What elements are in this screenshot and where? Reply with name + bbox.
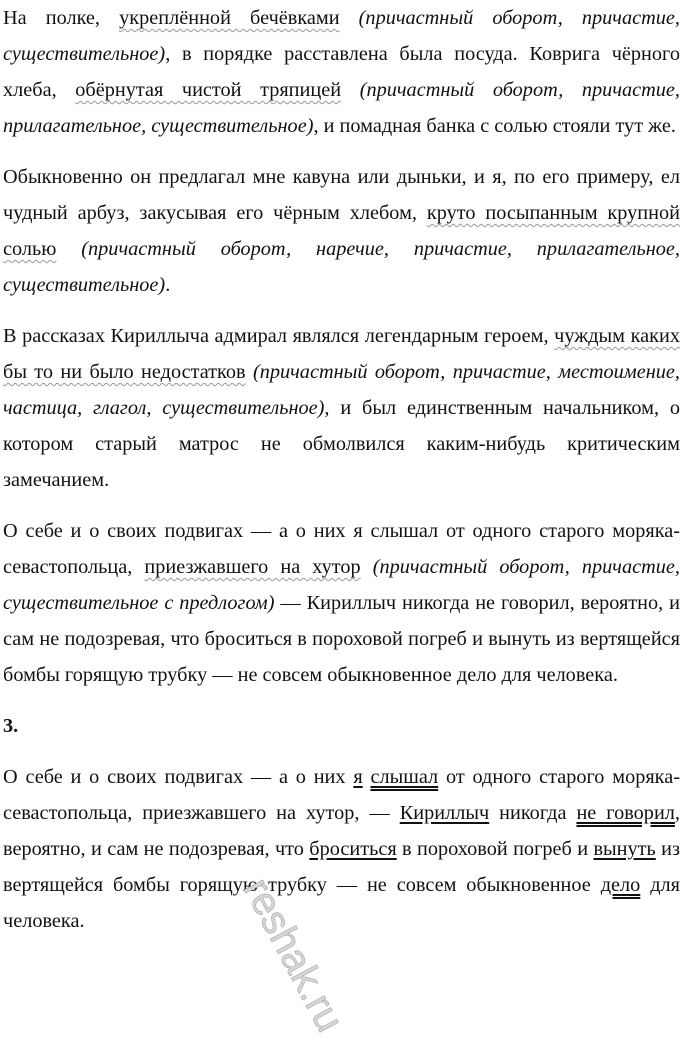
text-run (246, 361, 253, 383)
text-run (340, 7, 359, 29)
text-run: О себе и о своих подвигах — а о них я слышал от одного старого моряка-севастопольца, (3, 520, 680, 578)
participial-phrase: укреплённой бечёвками (119, 7, 340, 29)
task-number-heading (3, 708, 680, 744)
participial-phrase: приезжавшего на хутор (144, 556, 361, 578)
text-run (56, 238, 81, 260)
subject-word: броситься (309, 838, 397, 860)
text-run: из вертящейся бомбы горящую трубку — не совсем обыкновенное (3, 838, 680, 896)
participial-phrase: чуждым каких бы то ни было недостатков (3, 325, 680, 383)
text-run: , вероятно, и сам не подозревая, что (3, 802, 680, 860)
text-run (341, 79, 360, 101)
paragraph (3, 0, 680, 144)
paragraph (3, 513, 680, 693)
text-run: , и был единственным начальником, о котором старый матрос не обмолвился каким-нибудь критическим замечанием. (3, 397, 681, 491)
text-run: от одного старого моряка-севастопольца, приезжавшего на хутор, — (3, 766, 680, 824)
grammar-annotation: (причастный оборот, причастие, прилагательное, существительное) (3, 79, 680, 137)
task-number: 3. (3, 715, 19, 737)
subject-word: вынуть (593, 838, 656, 860)
predicate-word: дело (600, 874, 641, 896)
grammar-annotation: (причастный оборот, причастие, существительное с предлогом) (3, 556, 680, 614)
subject-word: я (353, 766, 363, 788)
participial-phrase: обёрнутая чистой тряпицей (75, 79, 342, 101)
predicate-word: не говорил (576, 802, 675, 824)
text-run: О себе и о своих подвигах — а о них (3, 766, 354, 788)
watermark: reshak.ru (234, 871, 353, 1039)
text-run: для человека. (3, 874, 680, 932)
text-run: В рассказах Кириллыча адмирал являлся легендарным героем, (3, 325, 555, 347)
text-run: никогда (489, 802, 577, 824)
text-run: , и помадная банка с солью стояли тут же. (313, 115, 676, 137)
predicate-word: слышал (370, 766, 439, 788)
participial-phrase: круто посыпанным крупной солью (3, 202, 680, 260)
paragraph (3, 759, 680, 939)
paragraph (3, 159, 680, 303)
text-run: , в порядке расставлена была посуда. Коврига чёрного хлеба, (3, 43, 680, 101)
text-run (361, 556, 373, 578)
text-run: На полке, (3, 7, 120, 29)
text-run: — Кириллыч никогда не говорил, вероятно, и сам не подозревая, что броситься в пороховой погреб и вынуть из вертящейся бомбы горящую трубку — не совсем обыкновенное дело для человека. (3, 592, 680, 686)
text-run: . (165, 274, 171, 296)
text-run: в пороховой погреб и (396, 838, 594, 860)
text-run: Обыкновенно он предлагал мне кавуна или дыньки, и я, по его примеру, ел чудный арбуз, закусывая его чёрным хлебом, (3, 166, 680, 224)
grammar-annotation: (причастный оборот, наречие, причастие, прилагательное, существительное) (3, 238, 680, 296)
grammar-annotation: (причастный оборот, причастие, местоимение, частица, глагол, существительное) (3, 361, 680, 419)
paragraph (3, 318, 680, 498)
subject-word: Кириллыч (399, 802, 490, 824)
grammar-annotation: (причастный оборот, причастие, существительное) (3, 7, 680, 65)
